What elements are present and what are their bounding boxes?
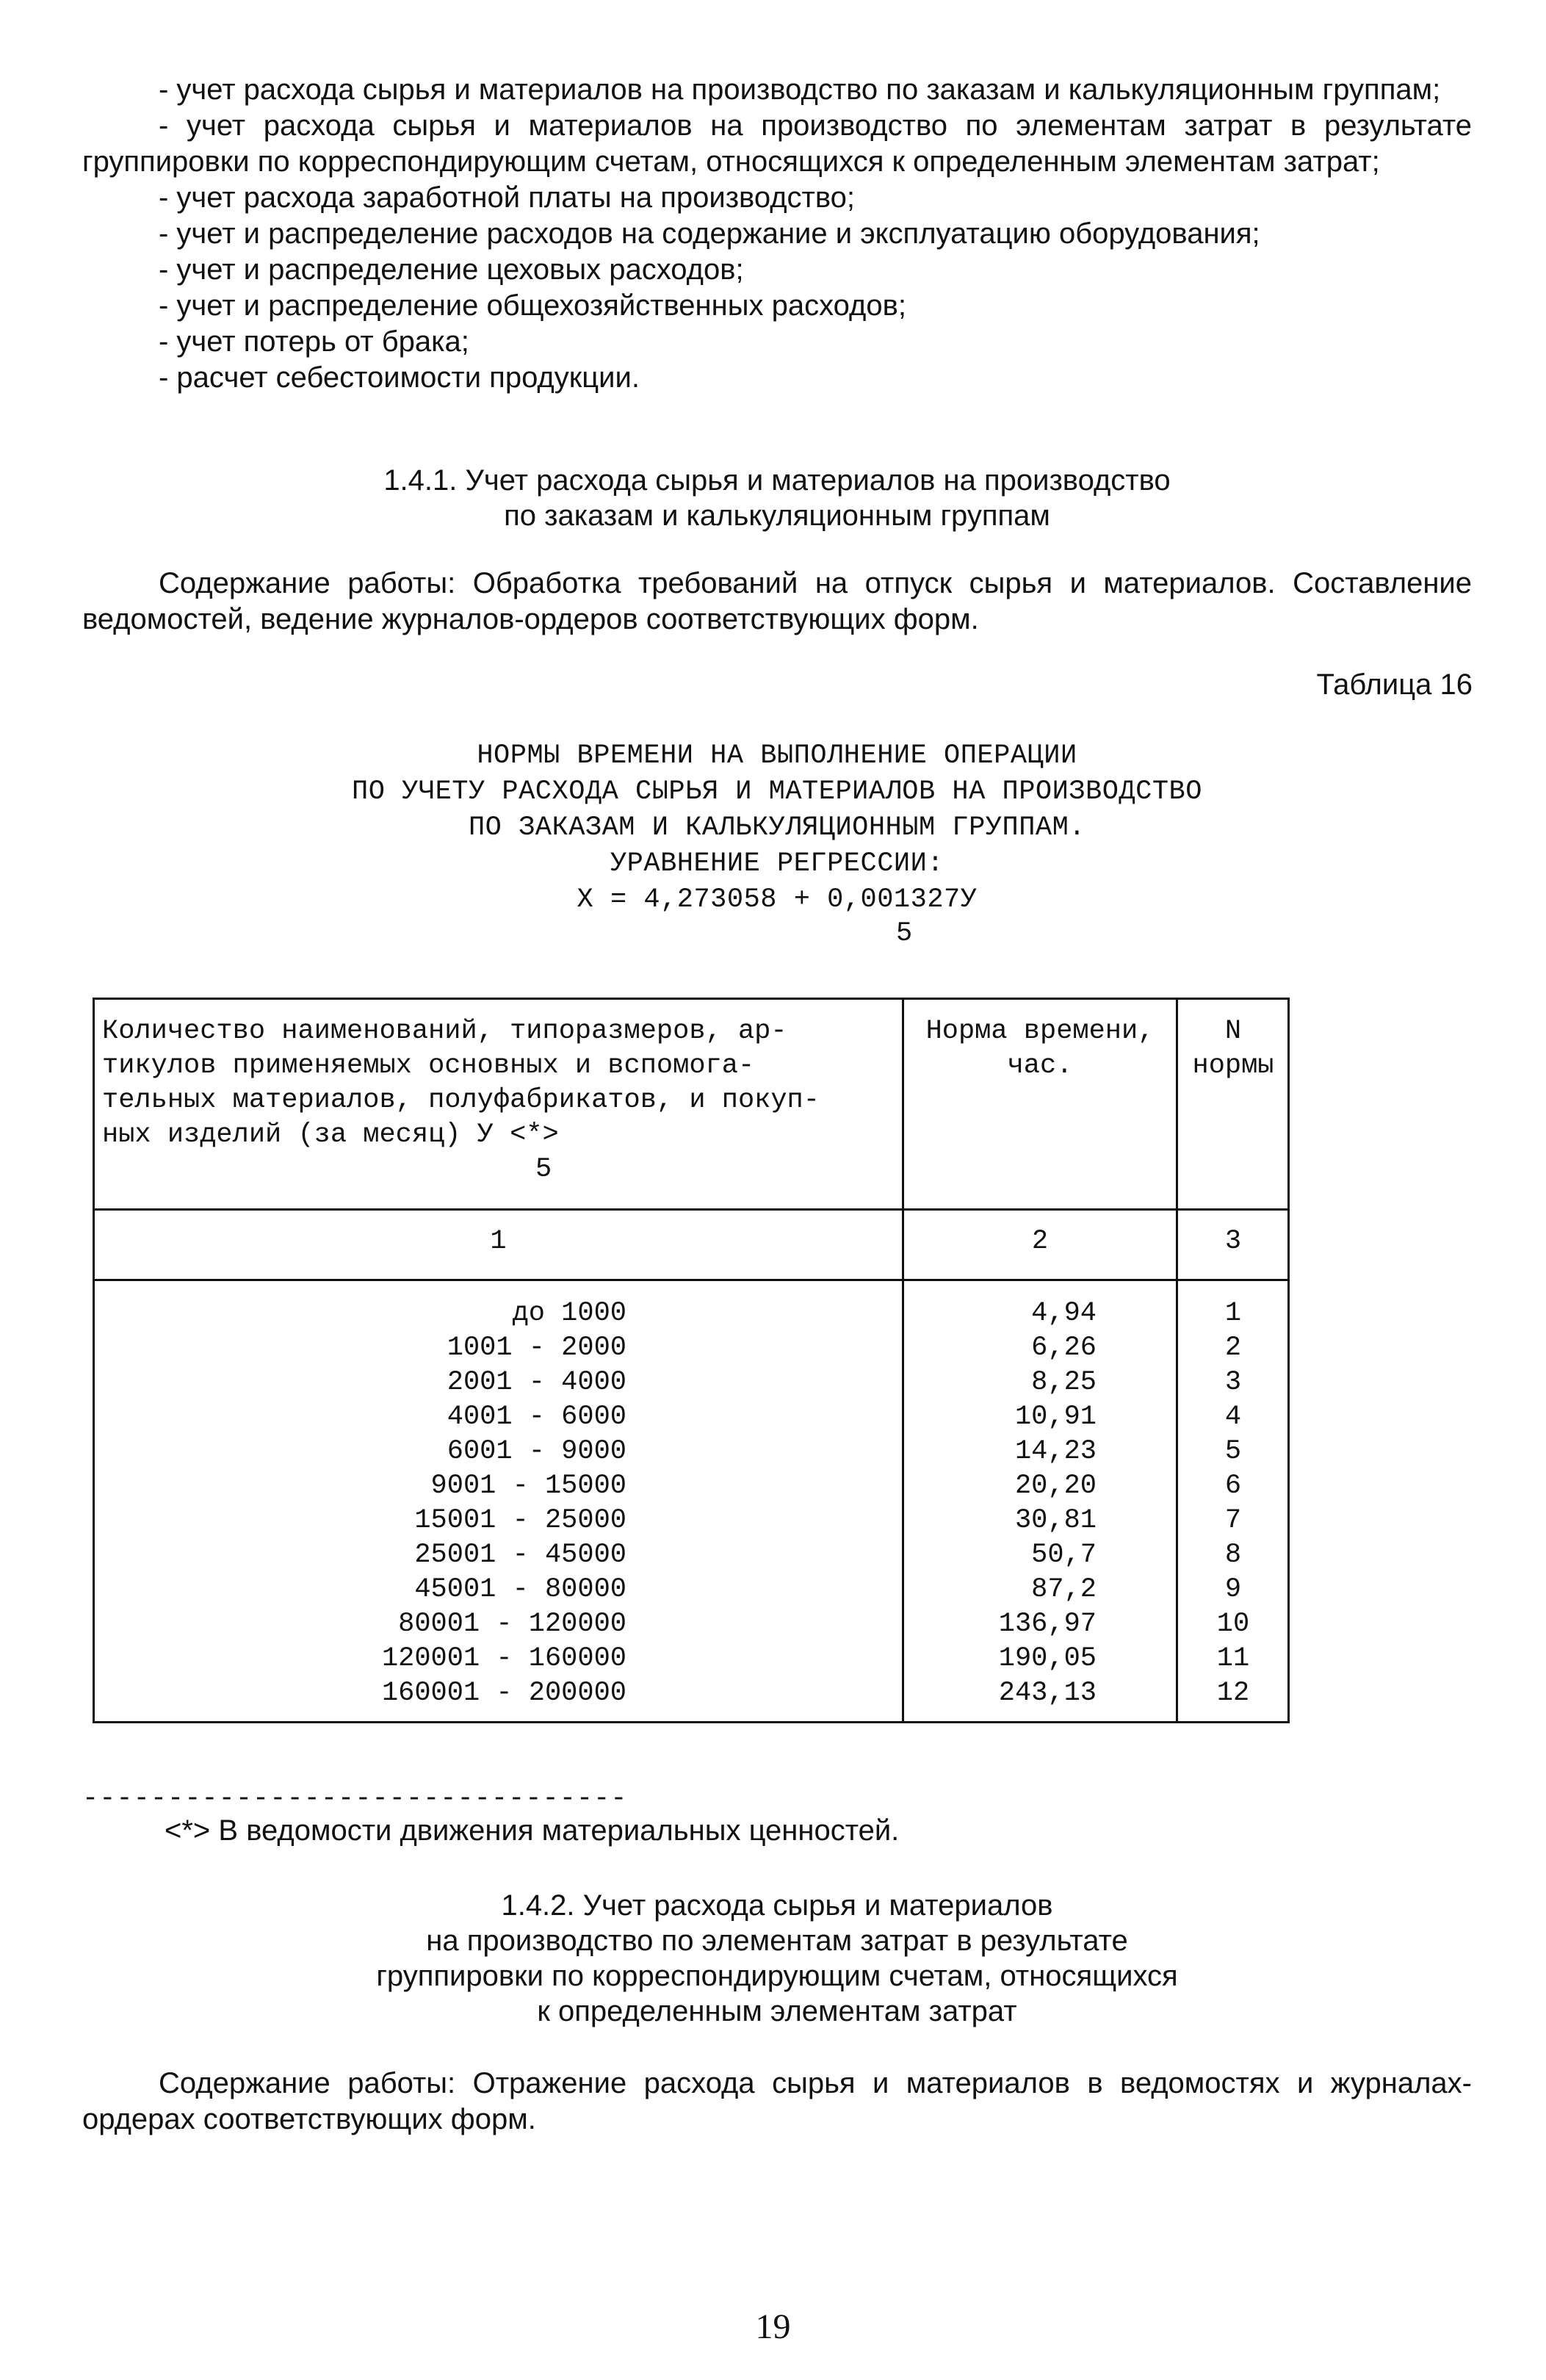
bullet-item: - учет и распределение цеховых расходов; <box>159 253 744 286</box>
cell-norm: 50,7 <box>1031 1540 1097 1571</box>
cell-n: 7 <box>1224 1505 1242 1536</box>
header-line: час. <box>1007 1050 1073 1081</box>
header-line: N <box>1224 1016 1242 1047</box>
cell-n: 1 <box>1224 1298 1242 1329</box>
table-row <box>95 1676 1287 1711</box>
table-row <box>95 1366 1287 1400</box>
bullet-item: - учет потерь от брака; <box>159 325 469 358</box>
header-line: ных изделий (за месяц) У <*> <box>102 1119 559 1150</box>
cell-norm: 136,97 <box>998 1609 1097 1640</box>
header-line: тикулов применяемых основных и вспомога- <box>102 1050 755 1081</box>
table-row <box>95 1435 1287 1469</box>
section-content-1-4-1: Содержание работы: Обработка требований на отпуск сырья и материалов. Составление ведомостей, ведение журналов-ордеров соответствующих форм. <box>82 567 1472 635</box>
cell-n: 6 <box>1224 1471 1242 1501</box>
col-number: 1 <box>490 1226 507 1257</box>
cell-range: 25001 - 45000 <box>414 1540 626 1571</box>
cell-norm: 20,20 <box>1014 1471 1097 1501</box>
cell-n: 8 <box>1224 1540 1242 1571</box>
cell-norm: 10,91 <box>1014 1402 1097 1432</box>
table-title-line: УРАВНЕНИЕ РЕГРЕССИИ: <box>610 848 944 879</box>
cell-n: 2 <box>1224 1333 1242 1363</box>
bullet-item: - учет и распределение расходов на содержание и эксплуатацию оборудования; <box>159 217 1260 250</box>
table-title-line: ПО УЧЕТУ РАСХОДА СЫРЬЯ И МАТЕРИАЛОВ НА ПРОИЗВОДСТВО <box>352 776 1202 807</box>
cell-range: 15001 - 25000 <box>414 1505 626 1536</box>
cell-n: 4 <box>1224 1402 1242 1432</box>
heading-line: на производство по элементам затрат в результате <box>426 1925 1128 1957</box>
cell-range: 45001 - 80000 <box>414 1574 626 1605</box>
header-col3 <box>1178 1014 1288 1083</box>
heading-line: 1.4.1. Учет расхода сырья и материалов на производство <box>383 464 1171 497</box>
header-line: нормы <box>1192 1050 1274 1081</box>
cell-n: 5 <box>1224 1436 1242 1467</box>
cell-n: 12 <box>1216 1678 1250 1709</box>
bullet-item: - расчет себестоимости продукции. <box>159 361 640 394</box>
cell-norm: 14,23 <box>1014 1436 1097 1467</box>
table-divider <box>95 1279 1287 1281</box>
equation-subscript: 5 <box>896 918 913 949</box>
table-row <box>95 1331 1287 1366</box>
table-row <box>95 1504 1287 1538</box>
bullet-item: - учет расхода заработной платы на производство; <box>159 181 856 214</box>
regression-equation: Х = 4,273058 + 0,001327У <box>577 884 978 915</box>
bullet-list <box>82 72 1472 396</box>
cell-norm: 243,13 <box>998 1678 1097 1709</box>
table-title <box>82 738 1472 918</box>
col-number: 2 <box>1031 1226 1049 1257</box>
cell-range: 160001 - 200000 <box>381 1678 626 1709</box>
header-line: тельных материалов, полуфабрикатов, и покуп- <box>102 1085 820 1116</box>
cell-range: 9001 - 15000 <box>430 1471 626 1501</box>
norms-table <box>93 998 1290 1723</box>
table-title-line: ПО ЗАКАЗАМ И КАЛЬКУЛЯЦИОННЫМ ГРУППАМ. <box>468 812 1086 843</box>
cell-norm: 4,94 <box>1031 1298 1097 1329</box>
page-number: 19 <box>755 2307 791 2346</box>
heading-line: 1.4.2. Учет расхода сырья и материалов <box>501 1889 1053 1922</box>
table-title-line: НОРМЫ ВРЕМЕНИ НА ВЫПОЛНЕНИЕ ОПЕРАЦИИ <box>477 740 1077 771</box>
header-col2 <box>904 1014 1176 1083</box>
cell-range: 4001 - 6000 <box>447 1402 626 1432</box>
heading-line: группировки по корреспондирующим счетам, относящихся <box>376 1960 1178 1992</box>
bullet-item: - учет и распределение общехозяйственных расходов; <box>159 289 906 322</box>
cell-n: 3 <box>1224 1367 1242 1398</box>
cell-range: до 1000 <box>512 1298 626 1329</box>
table-row <box>95 1538 1287 1573</box>
header-line: Количество наименований, типоразмеров, ар- <box>102 1016 787 1047</box>
table-row <box>95 1642 1287 1676</box>
bullet-item: - учет расхода сырья и материалов на производство по элементам затрат в результате группировки по корреспондирующим счетам, относящихся к определенным элементам затрат; <box>82 109 1472 178</box>
section-heading-1-4-1 <box>82 463 1472 533</box>
table-divider <box>95 1208 1287 1211</box>
cell-range: 6001 - 9000 <box>447 1436 626 1467</box>
cell-norm: 87,2 <box>1031 1574 1097 1605</box>
cell-norm: 190,05 <box>998 1643 1097 1674</box>
cell-range: 80001 - 120000 <box>398 1609 626 1640</box>
heading-line: к определенным элементам затрат <box>537 1995 1017 2027</box>
bullet-item: - учет расхода сырья и материалов на производство по заказам и калькуляционным группам; <box>159 73 1441 106</box>
cell-range: 120001 - 160000 <box>381 1643 626 1674</box>
table-row <box>95 1607 1287 1642</box>
section-content-1-4-2: Содержание работы: Отражение расхода сырья и материалов в ведомостях и журналах-ордерах соответствующих форм. <box>82 2067 1472 2135</box>
table-row <box>95 1297 1287 1331</box>
col-number: 3 <box>1224 1226 1242 1257</box>
heading-line: по заказам и калькуляционным группам <box>504 500 1050 532</box>
header-line: 5 <box>535 1154 552 1185</box>
table-row <box>95 1573 1287 1607</box>
header-col1 <box>102 1014 895 1187</box>
cell-n: 11 <box>1216 1643 1250 1674</box>
cell-norm: 8,25 <box>1031 1367 1097 1398</box>
section-heading-1-4-2 <box>82 1888 1472 2029</box>
header-line: Норма времени, <box>925 1016 1155 1047</box>
cell-range: 2001 - 4000 <box>447 1367 626 1398</box>
table-label: Таблица 16 <box>1316 668 1473 701</box>
footnote-rule: -------------------------------- <box>82 1784 628 1814</box>
cell-range: 1001 - 2000 <box>447 1333 626 1363</box>
cell-n: 9 <box>1224 1574 1242 1605</box>
cell-n: 10 <box>1216 1609 1250 1640</box>
cell-norm: 30,81 <box>1014 1505 1097 1536</box>
cell-norm: 6,26 <box>1031 1333 1097 1363</box>
footnote: <*> В ведомости движения материальных ценностей. <box>165 1814 900 1847</box>
table-row <box>95 1469 1287 1504</box>
table-row <box>95 1400 1287 1435</box>
